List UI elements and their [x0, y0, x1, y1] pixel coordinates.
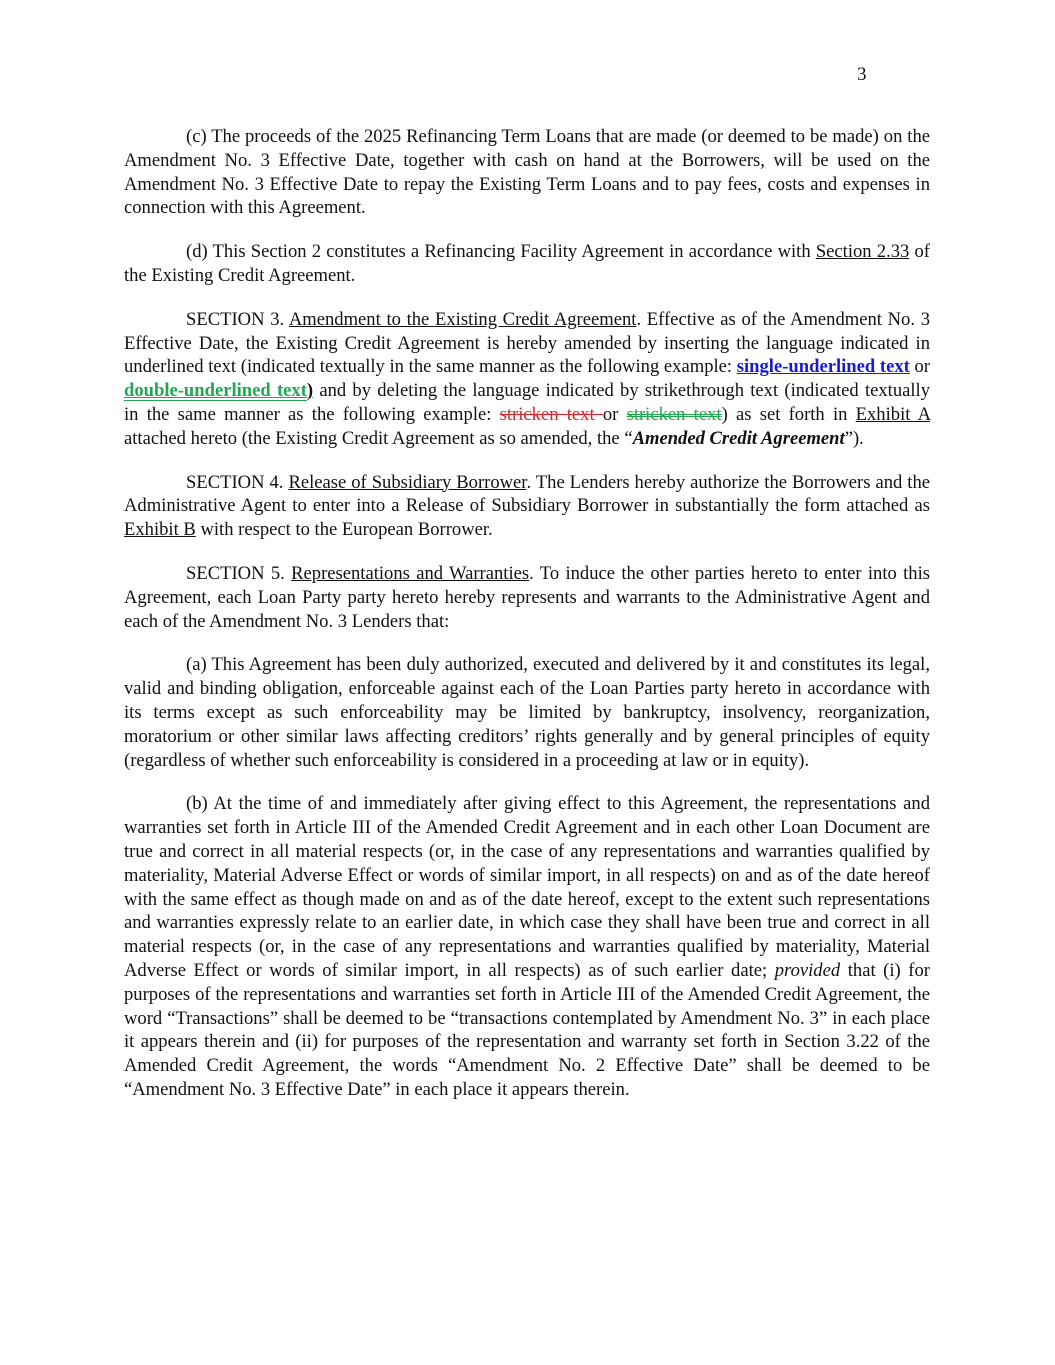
section-5-text: . To induce the other parties hereto to enter into this Agreement, each Loan Party party hereto hereby represents and warrants to the Administrative Agent and each of the Amendment No. 3 Lenders that:: [124, 562, 931, 632]
amended-credit-agreement-term: Amended Credit Agreement: [632, 427, 845, 449]
section-5-paragraph: [124, 562, 930, 633]
paragraph-5b-text: (b) At the time of and immediately after giving effect to this Agreement, the representations and warranties set forth in Article III of the Amended Credit Agreement and in each other Loan Document are true and correct in all material respects (or, in the case of any representations and warranties qualified by materiality, Material Adverse Effect or words of similar import, in all respects) on and as of the date hereof with the same effect as though made on and as of the date hereof, except to the extent such representations and warranties expressly relate to an earlier date, in which case they shall have been true and correct in all material respects (or, in the case of any representations and warranties qualified by materiality, Material Adverse Effect or words of similar import, in all respects) as of such earlier date;: [124, 793, 930, 981]
section-4-text-2: with respect to the European Borrower.: [195, 519, 493, 541]
paragraph-2d: [124, 240, 930, 288]
section-3-or: or: [909, 356, 930, 378]
page-number: 3: [857, 64, 867, 85]
section-5-heading: Representations and Warranties: [291, 562, 530, 584]
section-4-label: SECTION 4.: [186, 471, 289, 493]
section-3-text: . Effective as of the Amendment No. 3 Effective Date, the Existing Credit Agreement is hereby amended by inserting the language indicated in underlined text (indicated textually in the same manner as the following example:: [124, 308, 930, 378]
close-paren: ): [306, 380, 314, 402]
section-3-text-4: attached hereto (the Existing Credit Agreement as so amended, the “: [124, 427, 633, 449]
section-3-paragraph: [124, 308, 930, 451]
exhibit-a-reference: Exhibit A: [855, 403, 931, 425]
strikethrough-example-single: stricken text: [499, 403, 603, 425]
section-3-label: SECTION 3.: [186, 308, 289, 330]
section-5-label: SECTION 5.: [186, 562, 292, 584]
section-3-text-3: ) as set forth in: [721, 403, 856, 425]
paragraph-5b-text-2: that (i) for purposes of the representations and warranties set forth in Article III of the Amended Credit Agreement, the word “Transactions” shall be deemed to be “transactions contemplated by Amendment No. 3” in each place it appears therein and (ii) for purposes of the representation and warranty set forth in Section 3.22 of the Amended Credit Agreement, the words “Amendment No. 2 Effective Date” shall be deemed to be “Amendment No. 3 Effective Date” in each place it appears therein.: [124, 959, 930, 1100]
section-4-text: . The Lenders hereby authorize the Borrowers and the Administrative Agent to enter into a Release of Subsidiary Borrower in substantially the form attached as: [124, 471, 931, 517]
section-2-33-reference: Section 2.33: [815, 241, 910, 263]
section-3-text-5: ”).: [844, 427, 864, 449]
provided-term: provided: [774, 959, 841, 981]
section-4-heading: Release of Subsidiary Borrower: [288, 471, 527, 493]
exhibit-b-reference: Exhibit B: [124, 519, 196, 541]
paragraph-2d-tail: of the Existing Credit Agreement.: [124, 241, 930, 286]
section-3-text-2: and by deleting the language indicated by strikethrough text (indicated textually in the same manner as the following example:: [124, 380, 931, 425]
paragraph-5a: (a) This Agreement has been duly authorized, executed and delivered by it and constitutes its legal, valid and binding obligation, enforceable against each of the Loan Parties party hereto in accordance with its terms except as such enforceability may be limited by bankruptcy, insolvency, reorganization, moratorium or other similar laws affecting creditors’ rights generally and by general principles of equity (regardless of whether such enforceability is considered in a proceeding at law or in equity).: [124, 654, 930, 771]
section-3-heading: Amendment to the Existing Credit Agreement: [288, 308, 637, 330]
paragraph-2c: (c) The proceeds of the 2025 Refinancing Term Loans that are made (or deemed to be made) on the Amendment No. 3 Effective Date, together with cash on hand at the Borrowers, will be used on the Amendment No. 3 Effective Date to repay the Existing Term Loans and to pay fees, costs and expenses in connection with this Agreement.: [124, 126, 930, 219]
paragraph-5b: [124, 792, 930, 1101]
strikethrough-example-double: stricken text: [626, 403, 722, 425]
single-underline-example: single-underlined text: [736, 356, 910, 378]
section-4-paragraph: [124, 471, 930, 542]
section-3-or-2: or: [602, 403, 627, 425]
document-body: [124, 125, 930, 1122]
paragraph-2d-text: (d) This Section 2 constitutes a Refinancing Facility Agreement in accordance with: [186, 241, 816, 263]
double-underline-example: double-underlined text: [124, 380, 307, 402]
